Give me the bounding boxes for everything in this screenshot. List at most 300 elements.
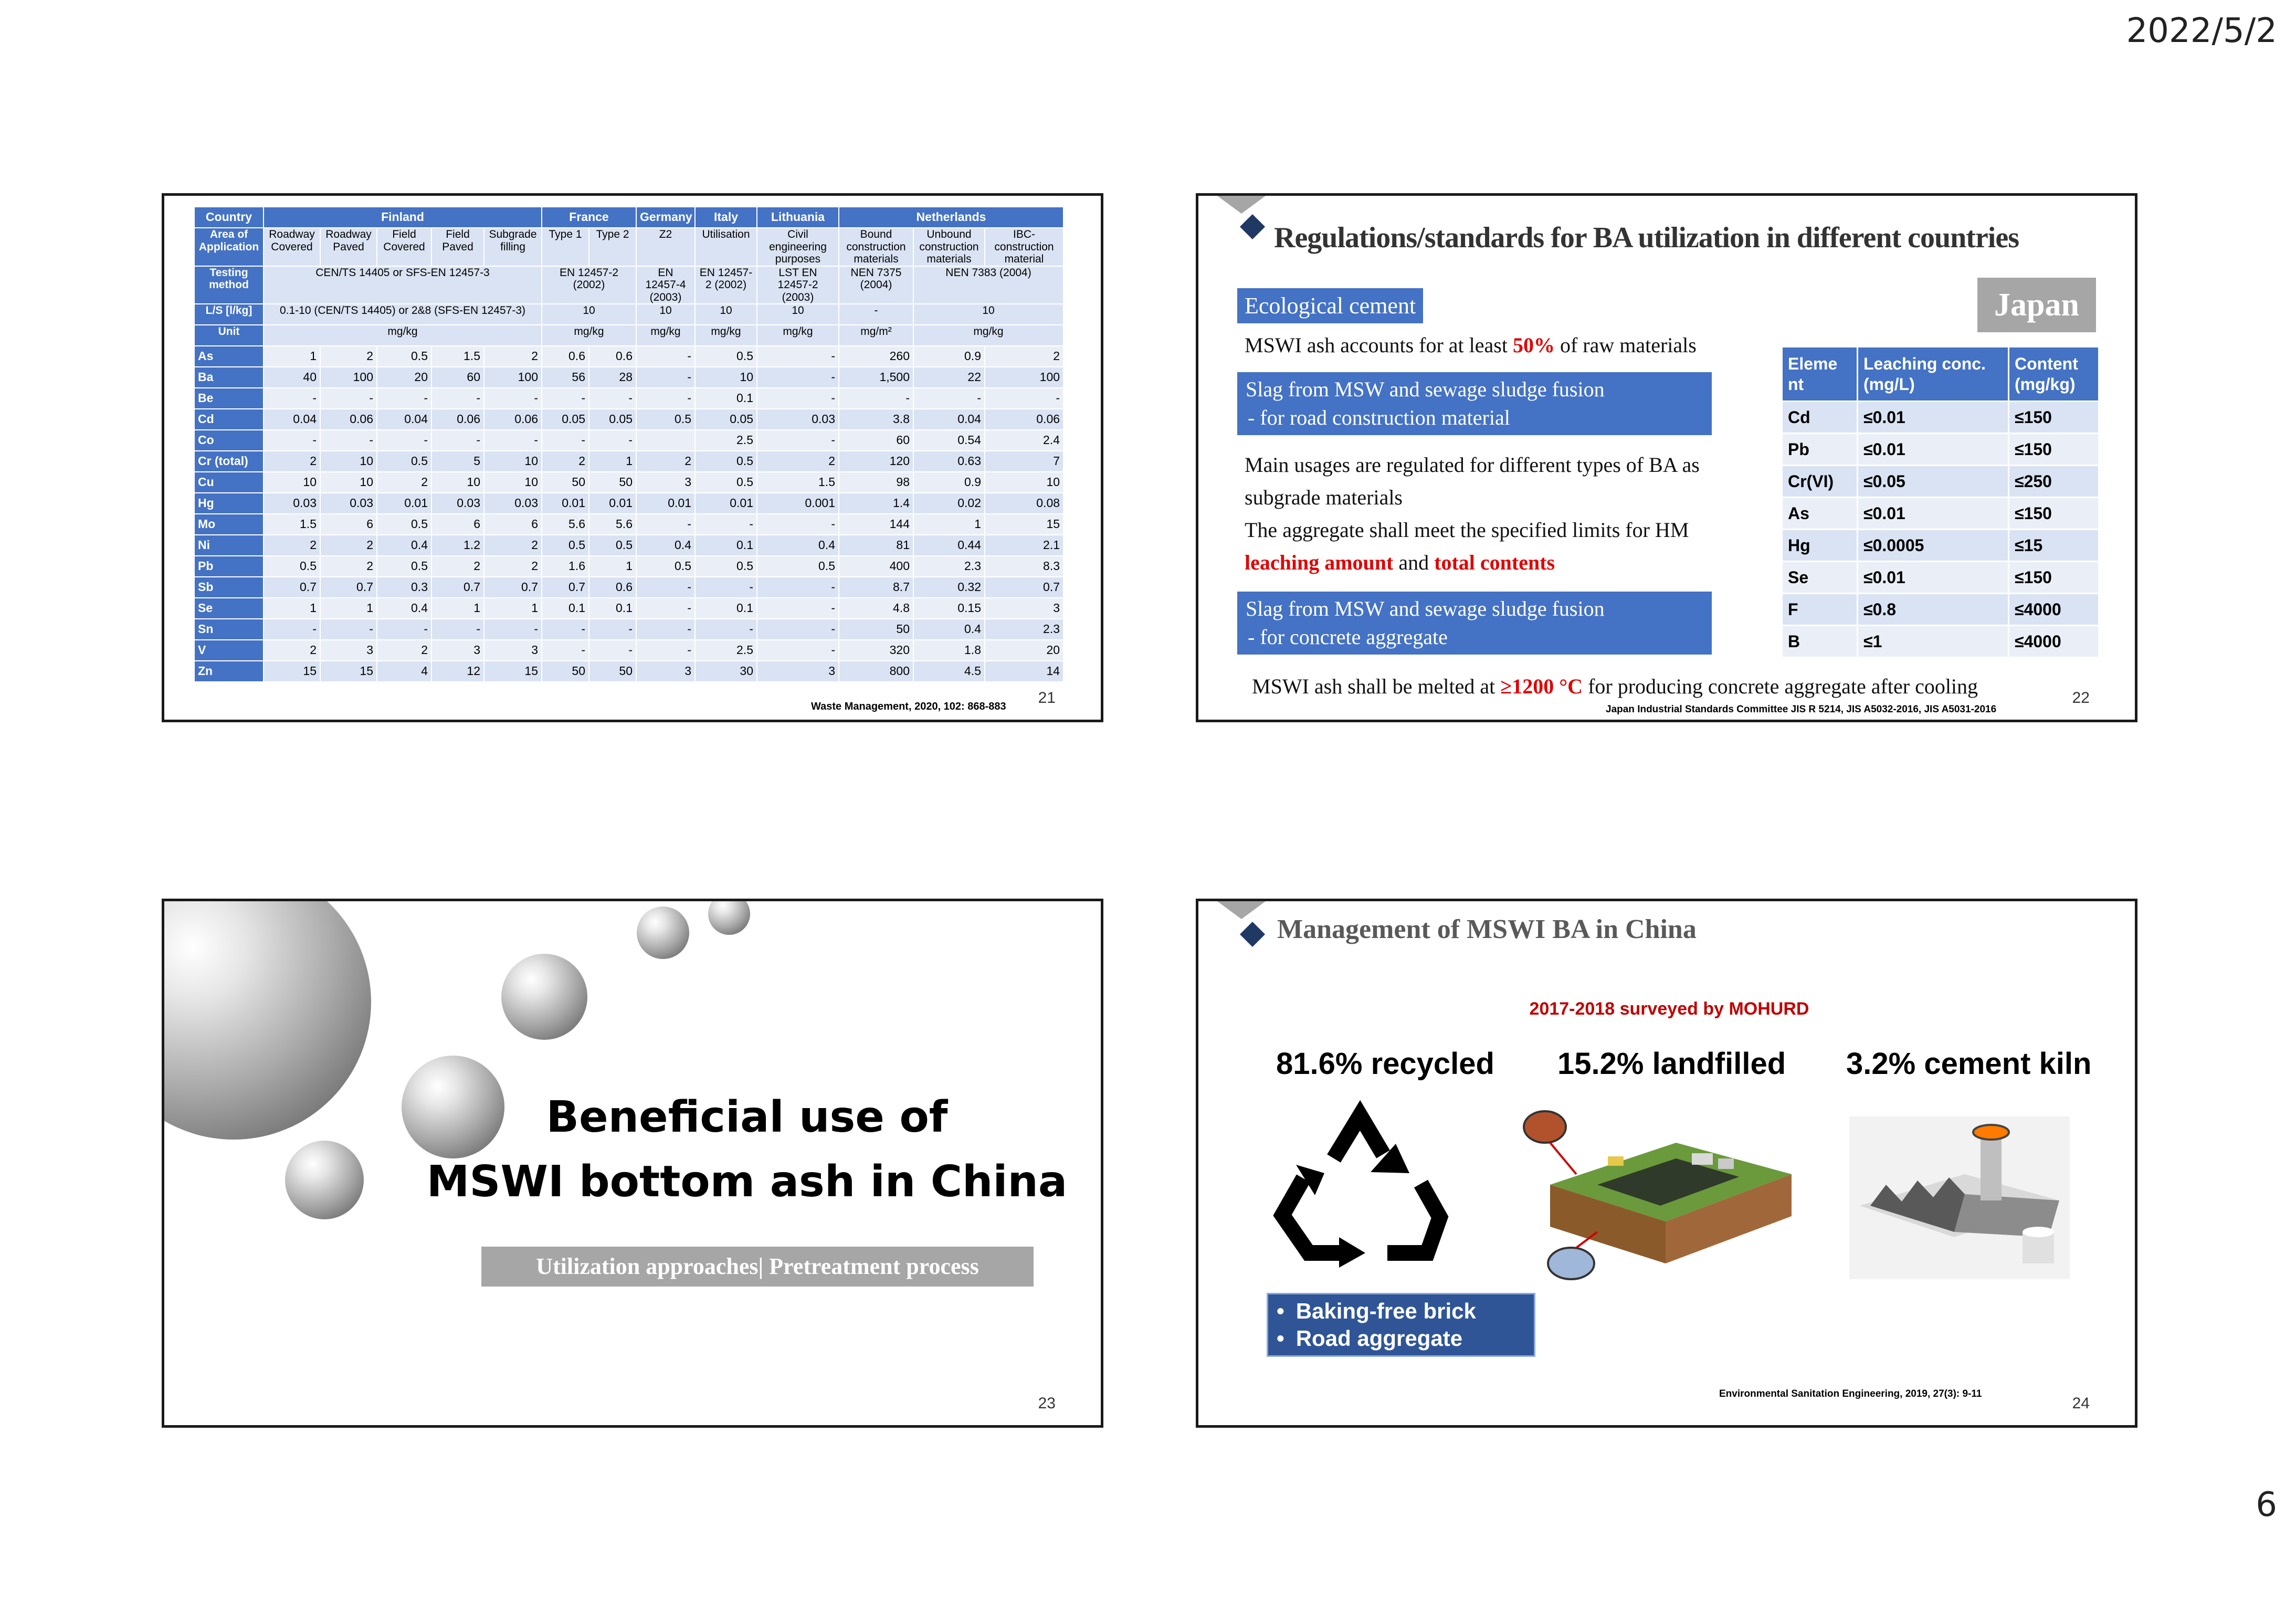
table-cell: 8.3 <box>985 556 1063 577</box>
table-cell: 0.15 <box>913 598 985 619</box>
table-cell: 2 <box>542 451 589 472</box>
slide-number: 22 <box>2072 689 2090 707</box>
table-cell: 0.7 <box>264 577 320 598</box>
table-cell: - <box>484 619 542 640</box>
slag-concrete-label: Slag from MSW and sewage sludge fusion - for concrete aggregate <box>1237 592 1712 655</box>
table-cell: 400 <box>839 556 913 577</box>
japan-limits-table <box>1781 346 2100 658</box>
element-label: Pb <box>194 556 264 577</box>
decorative-sphere <box>285 1141 364 1219</box>
table-cell: - <box>636 577 695 598</box>
table-cell: 0.01 <box>589 493 636 514</box>
table-cell: 0.7 <box>320 577 377 598</box>
table-row <box>194 640 1063 661</box>
element-label: Sb <box>194 577 264 598</box>
table-cell: 3 <box>757 661 839 682</box>
table-cell: 0.04 <box>264 409 320 430</box>
table-cell: 3 <box>320 640 377 661</box>
subtitle-bar: Utilization approaches| Pretreatment process <box>481 1247 1034 1287</box>
table-row <box>1782 530 2099 562</box>
table-cell: - <box>589 388 636 409</box>
table-cell: 3.8 <box>839 409 913 430</box>
table-row <box>194 493 1063 514</box>
table-cell: 4.5 <box>913 661 985 682</box>
table-cell: 1.6 <box>542 556 589 577</box>
table-cell: - <box>695 619 757 640</box>
table-row <box>1782 434 2099 466</box>
table-cell: - <box>320 430 377 451</box>
table-cell: - <box>484 388 542 409</box>
table-cell: 1 <box>913 514 985 535</box>
table-cell: 0.4 <box>757 535 839 556</box>
table-cell: ≤0.05 <box>1858 466 2009 498</box>
table-cell: 0.001 <box>757 493 839 514</box>
element-label: F <box>1782 594 1858 626</box>
table-cell: 0.7 <box>542 577 589 598</box>
slide-number: 24 <box>2072 1395 2090 1412</box>
element-label: As <box>194 346 264 367</box>
table-cell: ≤15 <box>2009 530 2099 562</box>
table-cell: 120 <box>839 451 913 472</box>
table-cell: 0.4 <box>913 619 985 640</box>
table-cell: 1 <box>589 451 636 472</box>
table-cell: - <box>636 514 695 535</box>
table-cell: 20 <box>377 367 431 388</box>
table-cell: 0.01 <box>542 493 589 514</box>
table-cell: 144 <box>839 514 913 535</box>
element-label: Ba <box>194 367 264 388</box>
unit-row: Unit mg/kg mg/kg mg/kg mg/kg mg/kg mg/m² mg/kg <box>194 325 1063 346</box>
table-cell: - <box>377 430 431 451</box>
table-cell: 0.54 <box>913 430 985 451</box>
slide-21 <box>162 193 1103 722</box>
table-cell <box>636 430 695 451</box>
table-cell: - <box>757 514 839 535</box>
table-row <box>1782 466 2099 498</box>
table-cell: 0.5 <box>695 346 757 367</box>
table-cell: 1 <box>589 556 636 577</box>
table-cell: - <box>757 598 839 619</box>
table-cell: 0.04 <box>377 409 431 430</box>
table-cell: 12 <box>431 661 484 682</box>
cement-kiln-illustration <box>1849 1116 2070 1279</box>
table-cell: ≤4000 <box>2009 594 2099 626</box>
table-cell: 2 <box>431 556 484 577</box>
table-cell: - <box>636 367 695 388</box>
element-label: Cr (total) <box>194 451 264 472</box>
table-cell: 2 <box>264 640 320 661</box>
table-cell: 2 <box>264 451 320 472</box>
table-cell: - <box>264 430 320 451</box>
table-cell: 0.5 <box>589 535 636 556</box>
table-cell: - <box>264 619 320 640</box>
table-cell: 56 <box>542 367 589 388</box>
table-cell: 7 <box>985 451 1063 472</box>
table-cell: - <box>320 388 377 409</box>
table-cell: 15 <box>320 661 377 682</box>
table-cell: 1 <box>264 346 320 367</box>
table-cell: 10 <box>484 451 542 472</box>
table-cell: 10 <box>320 472 377 493</box>
country-netherlands: Netherlands <box>839 207 1063 228</box>
stat-landfilled: 15.2% landfilled <box>1557 1047 1786 1081</box>
table-cell: 0.7 <box>484 577 542 598</box>
element-label: Hg <box>1782 530 1858 562</box>
table-cell: 1.4 <box>839 493 913 514</box>
table-cell: 0.1 <box>695 388 757 409</box>
table-cell: 28 <box>589 367 636 388</box>
diamond-icon <box>1240 922 1265 947</box>
table-cell: ≤4000 <box>2009 626 2099 658</box>
table-cell: 2 <box>264 535 320 556</box>
table-cell: 0.03 <box>757 409 839 430</box>
table-cell: 0.03 <box>320 493 377 514</box>
table-cell: 0.06 <box>320 409 377 430</box>
table-cell: 0.1 <box>542 598 589 619</box>
utilization-list <box>1267 1293 1535 1357</box>
table-cell: 0.5 <box>636 409 695 430</box>
ls-row: L/S [l/kg] 0.1-10 (CEN/TS 14405) or 2&8 (SFS-EN 12457-3) 10 10 10 10 - 10 <box>194 304 1063 325</box>
table-cell: 0.5 <box>757 556 839 577</box>
table-cell: - <box>695 514 757 535</box>
table-cell: ≤0.01 <box>1858 434 2009 466</box>
table-cell: 60 <box>431 367 484 388</box>
table-cell: 2.5 <box>695 430 757 451</box>
list-item: • Baking-free brick <box>1277 1298 1525 1325</box>
corner-ornament <box>1217 901 1266 919</box>
table-cell: - <box>636 388 695 409</box>
table-cell: 1,500 <box>839 367 913 388</box>
table-row <box>194 430 1063 451</box>
table-cell: - <box>264 388 320 409</box>
table-cell: - <box>636 619 695 640</box>
table-cell: - <box>985 388 1063 409</box>
table-cell: ≤150 <box>2009 498 2099 530</box>
table-cell: 1 <box>320 598 377 619</box>
table-cell: 0.3 <box>377 577 431 598</box>
table-cell: - <box>757 367 839 388</box>
table-cell: 0.02 <box>913 493 985 514</box>
table-cell: 0.1 <box>695 598 757 619</box>
table-cell: 0.03 <box>264 493 320 514</box>
table-cell: 2 <box>484 556 542 577</box>
table-cell: 1 <box>431 598 484 619</box>
table-cell: 10 <box>431 472 484 493</box>
table-cell: ≤150 <box>2009 402 2099 434</box>
table-cell: - <box>589 430 636 451</box>
table-header-row <box>1782 347 2099 402</box>
table-cell: ≤1 <box>1858 626 2009 658</box>
table-cell: 3 <box>431 640 484 661</box>
table-cell: 2 <box>320 535 377 556</box>
table-cell: 0.44 <box>913 535 985 556</box>
standards-table <box>194 206 1064 682</box>
table-cell: - <box>320 619 377 640</box>
table-row <box>194 556 1063 577</box>
table-cell: 15 <box>264 661 320 682</box>
table-cell: - <box>377 388 431 409</box>
table-cell: - <box>431 388 484 409</box>
element-label: Cr(VI) <box>1782 466 1858 498</box>
table-cell: - <box>757 430 839 451</box>
melt-text: MSWI ash shall be melted at ≥1200 °C for producing concrete aggregate after cooling <box>1252 675 1978 698</box>
table-row <box>194 388 1063 409</box>
table-cell: 2.1 <box>985 535 1063 556</box>
table-cell: - <box>542 388 589 409</box>
table-row <box>194 346 1063 367</box>
table-cell: 0.5 <box>695 556 757 577</box>
table-cell: 0.5 <box>695 472 757 493</box>
table-cell: 6 <box>320 514 377 535</box>
table-cell: 0.5 <box>636 556 695 577</box>
table-cell: 1.5 <box>757 472 839 493</box>
header-element: Eleme nt <box>1782 347 1858 402</box>
table-cell: 2.5 <box>695 640 757 661</box>
page-number: 6 <box>2256 1485 2277 1524</box>
element-label: Ni <box>194 535 264 556</box>
table-cell: 5 <box>431 451 484 472</box>
table-cell: 1.8 <box>913 640 985 661</box>
table-cell: 1 <box>264 598 320 619</box>
table-cell: 0.5 <box>377 346 431 367</box>
decorative-sphere <box>708 899 750 935</box>
country-header: Country <box>194 207 264 228</box>
table-row <box>194 535 1063 556</box>
slag-road-label: Slag from MSW and sewage sludge fusion - for road construction material <box>1237 372 1712 435</box>
table-cell: 0.05 <box>542 409 589 430</box>
table-cell: 2.4 <box>985 430 1063 451</box>
table-cell: 0.03 <box>431 493 484 514</box>
element-label: Se <box>1782 562 1858 594</box>
table-cell: - <box>542 619 589 640</box>
table-cell: 0.5 <box>377 556 431 577</box>
table-row <box>1782 562 2099 594</box>
table-cell: 50 <box>589 472 636 493</box>
table-cell: 6 <box>484 514 542 535</box>
table-cell: 4.8 <box>839 598 913 619</box>
table-cell: 2 <box>320 346 377 367</box>
country-label-japan: Japan <box>1977 278 2096 332</box>
table-row <box>1782 594 2099 626</box>
table-cell: - <box>636 598 695 619</box>
country-italy: Italy <box>695 207 757 228</box>
table-cell: 0.08 <box>985 493 1063 514</box>
table-cell: - <box>589 619 636 640</box>
table-cell: 0.1 <box>589 598 636 619</box>
table-cell: 0.9 <box>913 346 985 367</box>
diamond-icon <box>1240 214 1265 239</box>
table-cell: 0.5 <box>264 556 320 577</box>
table-cell: ≤150 <box>2009 434 2099 466</box>
table-row <box>194 661 1063 682</box>
table-cell: 0.06 <box>431 409 484 430</box>
table-cell: 3 <box>985 598 1063 619</box>
table-cell: 2.3 <box>913 556 985 577</box>
table-cell: 0.5 <box>695 451 757 472</box>
table-cell: - <box>757 346 839 367</box>
eco-cement-label: Ecological cement <box>1237 288 1423 323</box>
reference: Environmental Sanitation Engineering, 2019, 27(3): 9-11 <box>1719 1388 1982 1399</box>
element-label: Sn <box>194 619 264 640</box>
table-cell: 60 <box>839 430 913 451</box>
table-cell: 0.4 <box>377 598 431 619</box>
element-label: Cd <box>1782 402 1858 434</box>
table-row <box>1782 626 2099 658</box>
table-cell: 15 <box>985 514 1063 535</box>
table-cell: 0.5 <box>377 451 431 472</box>
table-cell: 50 <box>839 619 913 640</box>
table-cell: 5.6 <box>542 514 589 535</box>
table-cell: - <box>757 577 839 598</box>
table-cell: 0.1 <box>695 535 757 556</box>
table-cell: 0.5 <box>542 535 589 556</box>
slide-24 <box>1196 899 2137 1428</box>
table-cell: 81 <box>839 535 913 556</box>
table-cell: 30 <box>695 661 757 682</box>
element-label: B <box>1782 626 1858 658</box>
slide-22 <box>1196 193 2137 722</box>
table-cell: 0.05 <box>695 409 757 430</box>
slide-number: 23 <box>1038 1395 1056 1412</box>
element-label: Cd <box>194 409 264 430</box>
table-row <box>1782 498 2099 530</box>
table-cell: 2 <box>484 346 542 367</box>
table-cell: - <box>757 619 839 640</box>
corner-ornament <box>1217 196 1266 214</box>
table-cell: 22 <box>913 367 985 388</box>
table-cell: 50 <box>542 472 589 493</box>
table-cell: - <box>757 388 839 409</box>
table-cell: - <box>542 640 589 661</box>
element-label: Hg <box>194 493 264 514</box>
recycle-icon <box>1272 1100 1450 1268</box>
slide-23 <box>162 899 1103 1428</box>
table-cell: 3 <box>636 472 695 493</box>
table-cell: 8.7 <box>839 577 913 598</box>
table-cell: 0.01 <box>377 493 431 514</box>
table-cell: 800 <box>839 661 913 682</box>
table-cell: - <box>636 346 695 367</box>
country-france: France <box>542 207 636 228</box>
table-cell: 0.05 <box>589 409 636 430</box>
table-cell: - <box>431 430 484 451</box>
element-label: Mo <box>194 514 264 535</box>
table-cell: 0.32 <box>913 577 985 598</box>
testing-method-row: Testing method CEN/TS 14405 or SFS-EN 12457-3 EN 12457-2 (2002) EN 12457-4 (2003) EN 12457-2 (2002) LST EN 12457-2 (2003) NEN 7375 (2004) NEN 7383 (2004) <box>194 266 1063 304</box>
table-cell: 0.6 <box>589 346 636 367</box>
table-cell: 50 <box>589 661 636 682</box>
reference: Waste Management, 2020, 102: 868-883 <box>811 701 1006 712</box>
table-cell: 4 <box>377 661 431 682</box>
table-cell: 2 <box>377 472 431 493</box>
table-row <box>194 367 1063 388</box>
decorative-sphere <box>637 907 689 959</box>
table-cell: 2.3 <box>985 619 1063 640</box>
table-cell: 100 <box>985 367 1063 388</box>
table-row <box>194 472 1063 493</box>
country-germany: Germany <box>636 207 695 228</box>
element-label: Pb <box>1782 434 1858 466</box>
table-cell: 320 <box>839 640 913 661</box>
table-cell: 40 <box>264 367 320 388</box>
table-cell: - <box>913 388 985 409</box>
element-label: Zn <box>194 661 264 682</box>
table-row <box>194 409 1063 430</box>
table-cell: 0.01 <box>636 493 695 514</box>
table-cell: ≤0.01 <box>1858 562 2009 594</box>
slide-title: Beneficial use of MSWI bottom ash in China <box>426 1092 1068 1207</box>
table-cell: 10 <box>264 472 320 493</box>
table-cell: 0.6 <box>542 346 589 367</box>
table-cell: 0.5 <box>377 514 431 535</box>
table-cell: ≤250 <box>2009 466 2099 498</box>
table-cell: 10 <box>484 472 542 493</box>
table-cell: 1 <box>484 598 542 619</box>
table-cell: 2 <box>377 640 431 661</box>
page-date: 2022/5/2 <box>2126 12 2277 50</box>
eco-cement-text: MSWI ash accounts for at least 50% of raw materials <box>1245 333 1697 357</box>
table-cell: 20 <box>985 640 1063 661</box>
element-label: V <box>194 640 264 661</box>
table-cell: 0.6 <box>589 577 636 598</box>
country-lithuania: Lithuania <box>757 207 839 228</box>
stat-recycled: 81.6% recycled <box>1276 1047 1494 1081</box>
table-cell: 3 <box>636 661 695 682</box>
table-cell: 0.4 <box>377 535 431 556</box>
table-cell: 2 <box>636 451 695 472</box>
table-cell: 6 <box>431 514 484 535</box>
decorative-sphere <box>162 899 371 1140</box>
table-cell: 0.06 <box>985 409 1063 430</box>
list-item: • Road aggregate <box>1277 1325 1525 1352</box>
table-cell: - <box>839 388 913 409</box>
element-label: As <box>1782 498 1858 530</box>
table-cell: 100 <box>484 367 542 388</box>
table-row <box>1782 402 2099 434</box>
table-cell: 2 <box>484 535 542 556</box>
table-cell: - <box>431 619 484 640</box>
table-cell: 10 <box>985 472 1063 493</box>
country-row <box>194 207 1063 228</box>
element-label: Se <box>194 598 264 619</box>
table-cell: - <box>542 430 589 451</box>
slide-title: Regulations/standards for BA utilization in different countries <box>1274 222 2019 254</box>
table-cell: ≤0.01 <box>1858 498 2009 530</box>
table-cell: - <box>757 640 839 661</box>
element-label: Be <box>194 388 264 409</box>
table-cell: 50 <box>542 661 589 682</box>
header-leaching: Leaching conc. (mg/L) <box>1858 347 2009 402</box>
table-cell: 0.7 <box>431 577 484 598</box>
table-row <box>194 451 1063 472</box>
element-label: Co <box>194 430 264 451</box>
table-cell: - <box>589 640 636 661</box>
table-cell: - <box>636 640 695 661</box>
road-text: Main usages are regulated for different types of BA as subgrade materials The aggregate shall meet the specified limits for HM leaching amount and total contents <box>1245 453 1700 574</box>
table-cell: 0.7 <box>985 577 1063 598</box>
table-cell: ≤150 <box>2009 562 2099 594</box>
table-row <box>194 619 1063 640</box>
table-cell: 14 <box>985 661 1063 682</box>
element-label: Cu <box>194 472 264 493</box>
table-cell: 260 <box>839 346 913 367</box>
table-cell: 1.2 <box>431 535 484 556</box>
table-row <box>194 598 1063 619</box>
table-cell: 2 <box>320 556 377 577</box>
header-content: Content (mg/kg) <box>2009 347 2099 402</box>
stat-cement-kiln: 3.2% cement kiln <box>1846 1047 2092 1081</box>
table-cell: 0.04 <box>913 409 985 430</box>
